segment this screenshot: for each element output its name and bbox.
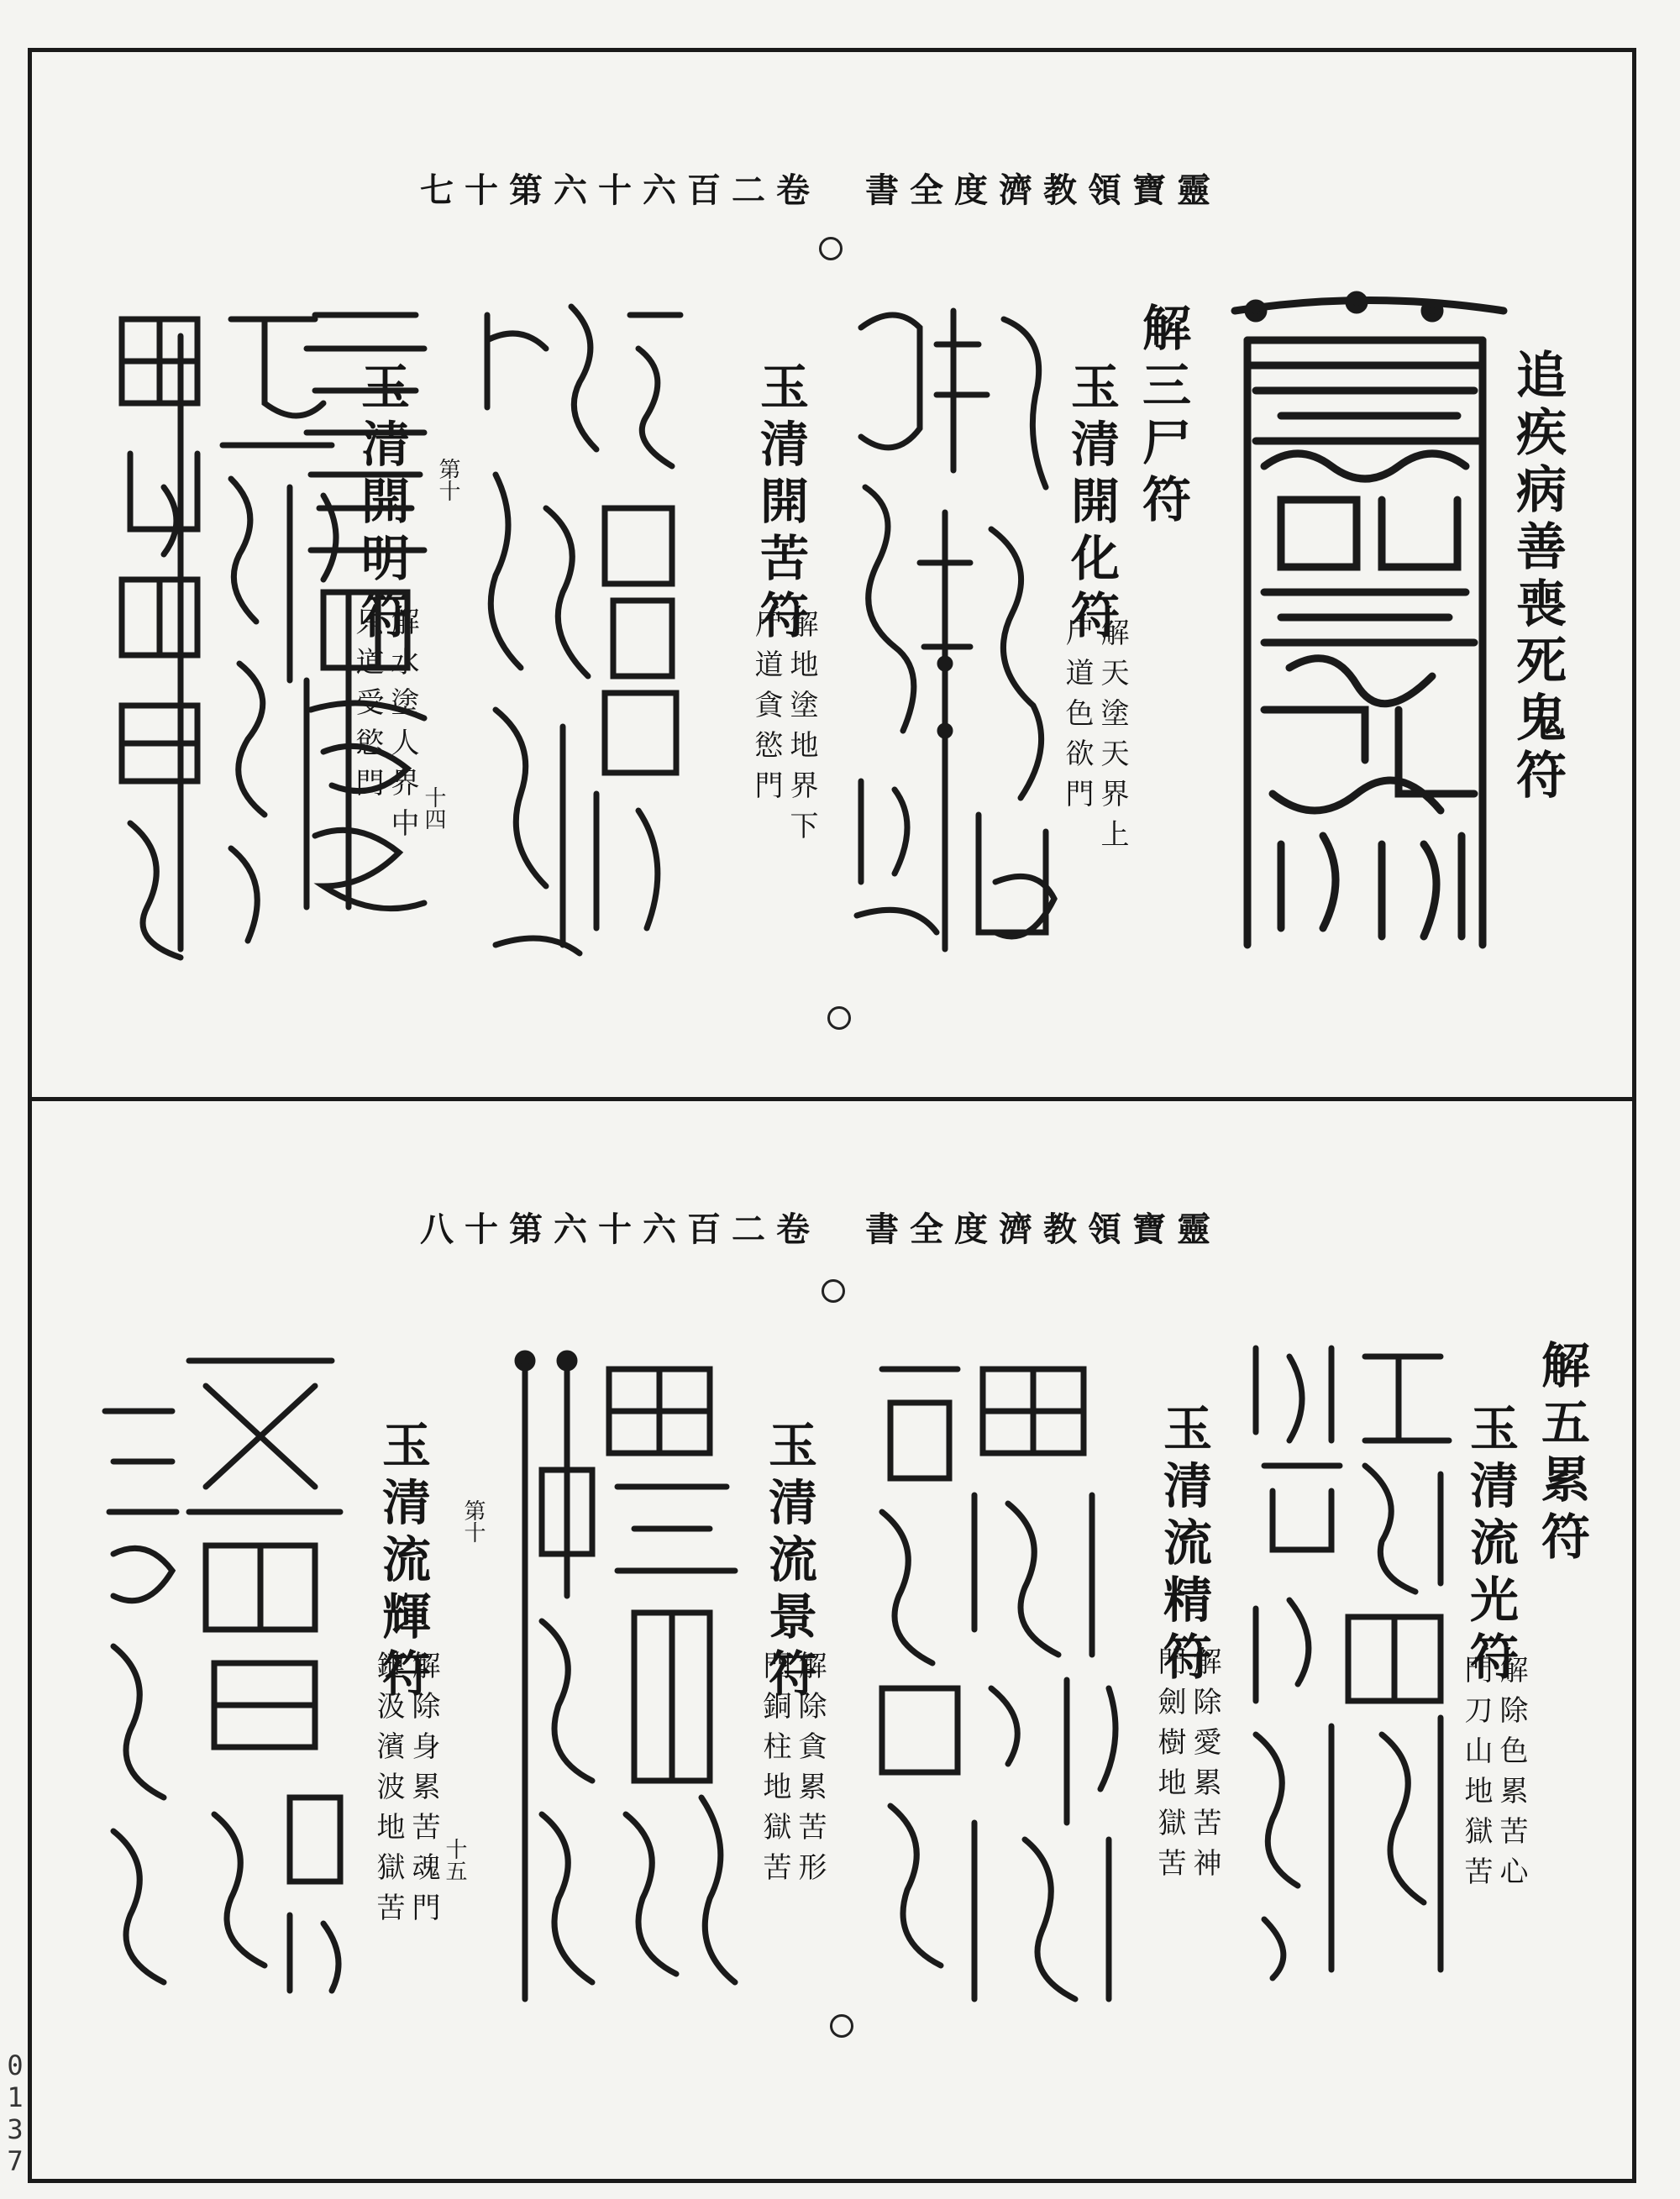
top-t3-note1: 解水塗人界中 (386, 606, 419, 848)
top-t2-name: 玉清開苦符 (752, 361, 809, 647)
bottom-t4-seq2: 十五 (442, 1838, 467, 1881)
bottom-t4-note2: 鏈汲濱波地獄苦 (371, 1651, 405, 1933)
bottom-t4-note1: 解除身累苦魂門 (407, 1651, 440, 1933)
talisman-kaihua (844, 294, 1063, 958)
top-t1-note2: 尸道色欲門 (1060, 617, 1094, 819)
half-divider (28, 1097, 1636, 1101)
talisman-kaiming-b (97, 302, 374, 966)
talisman-liuguang (1239, 1331, 1466, 1986)
page-number (3, 2049, 27, 2177)
top-section-title: 解三尸符 (1134, 302, 1191, 531)
bottom-t4-seq: 第十 (460, 1499, 486, 1543)
talisman-liuying (491, 1344, 743, 2007)
top-title-right: 追疾病善喪死鬼符 (1508, 349, 1567, 806)
top-header: 七十第六十六百二卷 書全度濟教領寶靈 (420, 171, 1221, 210)
top-t3-note2: 只道受慾門 (350, 606, 384, 808)
talisman-seal-top-right (1231, 290, 1508, 962)
bottom-t4-name: 玉清流輝符 (374, 1420, 431, 1705)
page-number-digit: 1 (7, 2081, 24, 2113)
bottom-t3-note1: 解除貪累苦形 (793, 1651, 827, 1892)
bottom-t3-note2: 門銅柱地獄苦 (758, 1651, 791, 1892)
bottom-ring-upper (822, 1279, 845, 1303)
bottom-header: 八十第六十六百二卷 書全度濟教領寶靈 (420, 1210, 1221, 1249)
top-ring-upper (819, 237, 843, 260)
bottom-t2-note1: 解除愛累苦神 (1188, 1646, 1221, 1888)
talisman-kaiku (470, 290, 697, 962)
bottom-section-title: 解五累符 (1533, 1340, 1590, 1568)
top-ring-lower (827, 1006, 851, 1030)
top-t1-note1: 解天塗天界上 (1095, 617, 1129, 859)
page-number-digit: 3 (7, 2113, 24, 2145)
bottom-ring-lower (830, 2014, 853, 2038)
talisman-liujing (865, 1352, 1134, 2007)
page-number-digit: 7 (7, 2145, 24, 2177)
top-t2-note2: 尸道貪慾門 (749, 609, 783, 811)
bottom-t1-note1: 解除色累苦心 (1494, 1655, 1528, 1897)
bottom-t3-name: 玉清流景符 (760, 1420, 817, 1705)
top-t3-seq2: 十四 (421, 786, 446, 830)
top-t3-seq: 第十 (435, 458, 460, 501)
bottom-t1-name: 玉清流光符 (1462, 1403, 1519, 1688)
bottom-t2-name: 玉清流精符 (1155, 1403, 1212, 1688)
top-t3-name: 玉清開明符 (353, 361, 410, 647)
bottom-t1-note2: 門刀山地獄苦 (1459, 1655, 1493, 1897)
talisman-liuhui (97, 1344, 349, 2007)
top-t2-note1: 解地塗地界下 (785, 609, 818, 851)
page-number-digit: 0 (7, 2049, 24, 2081)
top-t1-name: 玉清開化符 (1063, 361, 1120, 647)
bottom-t2-note2: 門劍樹地獄苦 (1152, 1646, 1186, 1888)
